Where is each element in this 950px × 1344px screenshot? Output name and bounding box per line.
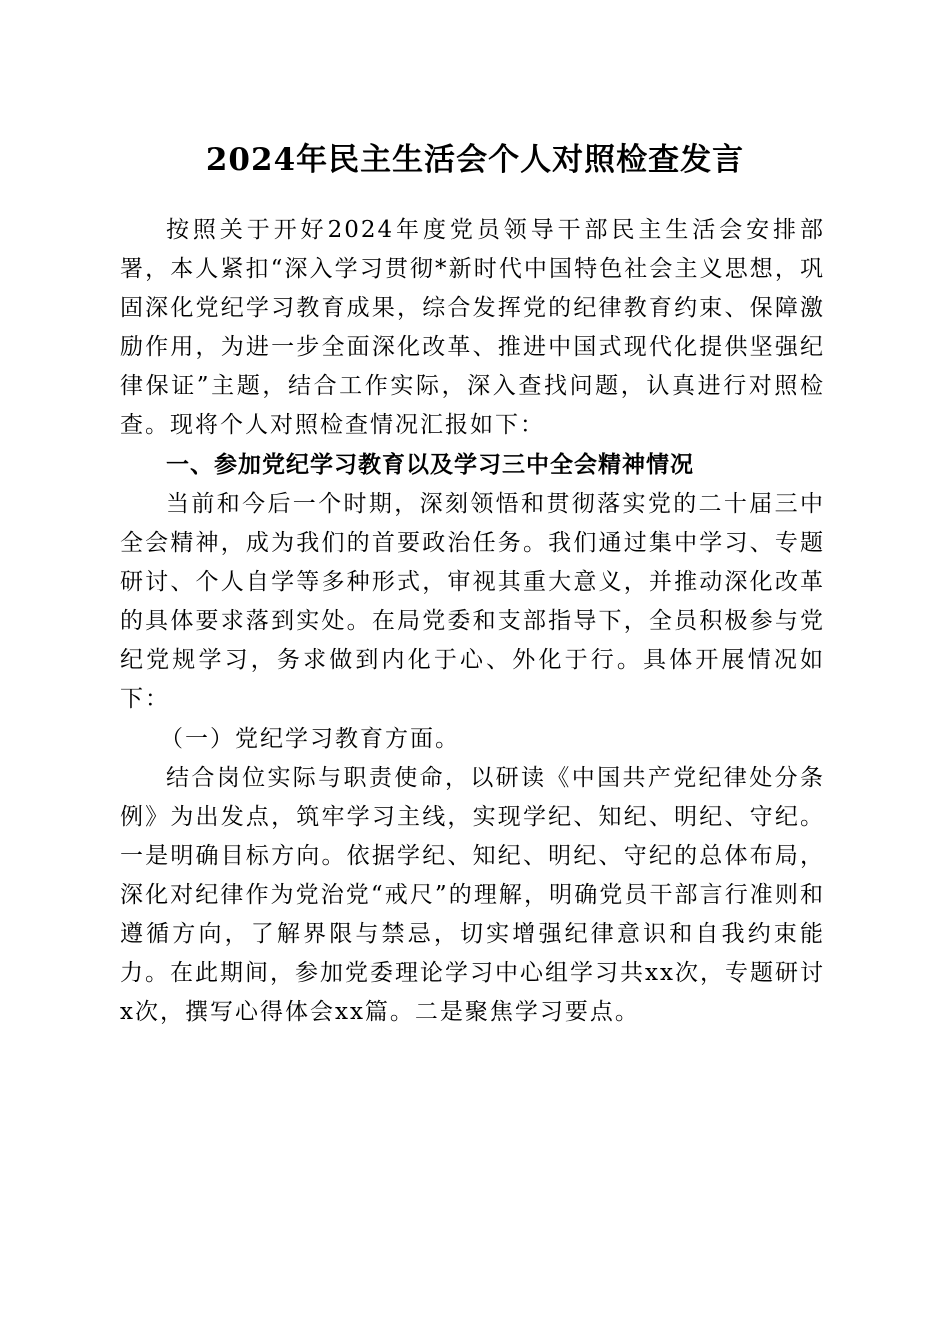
- subsection-heading-1: （一）党纪学习教育方面。: [160, 726, 460, 752]
- document-body: [120, 206, 825, 1032]
- intro-paragraph: 按照关于开好2024年度党员领导干部民主生活会安排部署，本人紧扣“深入学习贯彻*新时代中国特色社会主义思想，巩固深化党纪学习教育成果，综合发挥党的纪律教育约束、保障激励作用，为进一步全面深化改革、推进中国式现代化提供坚强纪律保证”主题，结合工作实际，深入查找问题，认真进行对照检查。现将个人对照检查情况汇报如下：: [120, 217, 825, 438]
- document-title: 2024年民主生活会个人对照检查发言: [205, 142, 745, 178]
- section-1-paragraph: 当前和今后一个时期，深刻领悟和贯彻落实党的二十届三中全会精神，成为我们的首要政治任务。我们通过集中学习、专题研讨、个人自学等多种形式，审视其重大意义，并推动深化改革的具体要求落到实处。在局党委和支部指导下，全员积极参与党纪党规学习，务求做到内化于心、外化于行。具体开展情况如下：: [120, 491, 825, 712]
- subsection-1-paragraph: 结合岗位实际与职责使命，以研读《中国共产党纪律处分条例》为出发点，筑牢学习主线，实现学纪、知纪、明纪、守纪。一是明确目标方向。依据学纪、知纪、明纪、守纪的总体布局，深化对纪律作为党治党“戒尺”的理解，明确党员干部言行准则和遵循方向，了解界限与禁忌，切实增强纪律意识和自我约束能力。在此期间，参加党委理论学习中心组学习共xx次，专题研讨x次，撰写心得体会xx篇。二是聚焦学习要点。: [120, 765, 825, 1025]
- section-heading-1: 一、参加党纪学习教育以及学习三中全会精神情况: [166, 452, 694, 478]
